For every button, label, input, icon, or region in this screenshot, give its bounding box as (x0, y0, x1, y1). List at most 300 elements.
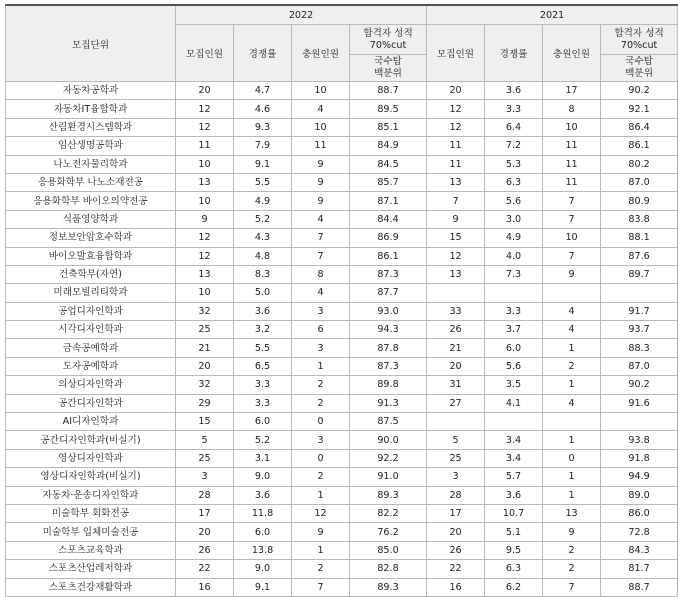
percentile-2022-cell: 87.1 (350, 192, 427, 210)
recruit-2022-cell: 32 (176, 376, 234, 394)
additional-2022-cell: 7 (292, 247, 350, 265)
additional-2022-cell: 2 (292, 468, 350, 486)
recruit-2021-cell: 20 (427, 357, 485, 375)
header-competition-2022: 경쟁률 (234, 25, 292, 82)
percentile-2021-cell: 88.3 (601, 339, 678, 357)
percentile-2022-cell: 87.3 (350, 357, 427, 375)
recruit-2021-cell: 26 (427, 541, 485, 559)
competition-2022-cell: 5.5 (234, 173, 292, 191)
percentile-2022-cell: 93.0 (350, 302, 427, 320)
recruit-2021-cell: 5 (427, 431, 485, 449)
recruit-2022-cell: 32 (176, 302, 234, 320)
recruit-2022-cell: 10 (176, 192, 234, 210)
percentile-2022-cell: 84.9 (350, 137, 427, 155)
competition-2021-cell: 6.3 (485, 173, 543, 191)
table-row (6, 118, 678, 136)
recruit-2022-cell: 25 (176, 449, 234, 467)
header-percentile-line2: 백분위 (625, 68, 653, 79)
percentile-2021-cell: 86.4 (601, 118, 678, 136)
additional-2022-cell: 3 (292, 339, 350, 357)
percentile-2021-cell: 83.8 (601, 210, 678, 228)
additional-2021-cell: 7 (543, 247, 601, 265)
competition-2022-cell: 3.6 (234, 302, 292, 320)
percentile-2021-cell: 91.7 (601, 302, 678, 320)
header-cut-line1: 합격자 성적 (363, 27, 413, 39)
competition-2021-cell: 4.9 (485, 229, 543, 247)
unit-name-cell: 영상디자인학과 (6, 449, 176, 467)
percentile-2021-cell: 90.2 (601, 82, 678, 100)
additional-2021-cell: 2 (543, 541, 601, 559)
unit-name-cell: 공간디자인학과(비실기) (6, 431, 176, 449)
recruit-2022-cell: 22 (176, 560, 234, 578)
recruit-2021-cell: 26 (427, 321, 485, 339)
table-row (6, 431, 678, 449)
percentile-2022-cell: 86.9 (350, 229, 427, 247)
competition-2022-cell: 11.8 (234, 504, 292, 522)
table-row (6, 504, 678, 522)
percentile-2021-cell: 81.7 (601, 560, 678, 578)
percentile-2022-cell: 86.1 (350, 247, 427, 265)
competition-2022-cell: 9.3 (234, 118, 292, 136)
additional-2022-cell: 7 (292, 578, 350, 596)
additional-2022-cell: 6 (292, 321, 350, 339)
percentile-2021-cell: 88.1 (601, 229, 678, 247)
competition-2022-cell: 6.0 (234, 523, 292, 541)
additional-2022-cell: 1 (292, 486, 350, 504)
table-row (6, 541, 678, 559)
additional-2022-cell: 12 (292, 504, 350, 522)
competition-2022-cell: 6.0 (234, 413, 292, 431)
unit-name-cell: 스포츠교육학과 (6, 541, 176, 559)
recruit-2021-cell: 9 (427, 210, 485, 228)
additional-2022-cell: 11 (292, 137, 350, 155)
percentile-2022-cell: 85.0 (350, 541, 427, 559)
additional-2021-cell: 1 (543, 376, 601, 394)
competition-2021-cell: 4.0 (485, 247, 543, 265)
percentile-2021-cell: 86.0 (601, 504, 678, 522)
additional-2022-cell: 4 (292, 210, 350, 228)
competition-2021-cell: 5.1 (485, 523, 543, 541)
competition-2022-cell: 5.5 (234, 339, 292, 357)
recruit-2022-cell: 10 (176, 284, 234, 302)
recruit-2021-cell: 12 (427, 118, 485, 136)
additional-2021-cell: 2 (543, 357, 601, 375)
header-percentile-2022 (350, 55, 427, 82)
table-row (6, 357, 678, 375)
percentile-2021-cell: 80.2 (601, 155, 678, 173)
recruit-2022-cell: 17 (176, 504, 234, 522)
competition-2022-cell: 13.8 (234, 541, 292, 559)
recruit-2021-cell: 21 (427, 339, 485, 357)
percentile-2022-cell: 85.1 (350, 118, 427, 136)
additional-2022-cell: 10 (292, 82, 350, 100)
recruit-2021-cell: 28 (427, 486, 485, 504)
recruit-2021-cell: 3 (427, 468, 485, 486)
percentile-2022-cell: 87.3 (350, 265, 427, 283)
competition-2021-cell (485, 413, 543, 431)
unit-name-cell: 정보보안암호수학과 (6, 229, 176, 247)
additional-2021-cell: 7 (543, 192, 601, 210)
header-year-2022: 2022 (176, 5, 427, 25)
header-unit: 모집단위 (6, 5, 176, 82)
table-row (6, 155, 678, 173)
unit-name-cell: AI디자인학과 (6, 413, 176, 431)
additional-2021-cell: 11 (543, 155, 601, 173)
recruit-2021-cell: 12 (427, 100, 485, 118)
additional-2021-cell: 1 (543, 468, 601, 486)
percentile-2021-cell: 94.9 (601, 468, 678, 486)
unit-name-cell: 시각디자인학과 (6, 321, 176, 339)
competition-2021-cell: 5.6 (485, 192, 543, 210)
additional-2021-cell: 7 (543, 210, 601, 228)
unit-name-cell: 자동차·운송디자인학과 (6, 486, 176, 504)
header-percentile-line2: 백분위 (374, 68, 402, 79)
percentile-2022-cell: 90.0 (350, 431, 427, 449)
header-recruit-2022: 모집인원 (176, 25, 234, 82)
recruit-2022-cell: 26 (176, 541, 234, 559)
additional-2022-cell: 9 (292, 155, 350, 173)
additional-2022-cell: 3 (292, 431, 350, 449)
percentile-2021-cell: 91.8 (601, 449, 678, 467)
table-row (6, 321, 678, 339)
additional-2021-cell: 4 (543, 302, 601, 320)
additional-2022-cell: 4 (292, 100, 350, 118)
recruit-2022-cell: 11 (176, 137, 234, 155)
admission-results-table (5, 4, 678, 597)
competition-2021-cell (485, 284, 543, 302)
recruit-2021-cell: 11 (427, 137, 485, 155)
unit-name-cell: 건축학부(자연) (6, 265, 176, 283)
competition-2022-cell: 5.2 (234, 210, 292, 228)
recruit-2022-cell: 12 (176, 229, 234, 247)
recruit-2022-cell: 20 (176, 357, 234, 375)
competition-2021-cell: 6.3 (485, 560, 543, 578)
additional-2022-cell: 9 (292, 523, 350, 541)
recruit-2022-cell: 13 (176, 173, 234, 191)
competition-2022-cell: 9.1 (234, 155, 292, 173)
table-row (6, 486, 678, 504)
percentile-2021-cell: 72.8 (601, 523, 678, 541)
header-year-2021: 2021 (427, 5, 678, 25)
table-row (6, 413, 678, 431)
table-row (6, 394, 678, 412)
additional-2021-cell: 1 (543, 431, 601, 449)
table-row (6, 523, 678, 541)
recruit-2021-cell: 20 (427, 82, 485, 100)
table-row (6, 560, 678, 578)
recruit-2021-cell: 16 (427, 578, 485, 596)
unit-name-cell: 공업디자인학과 (6, 302, 176, 320)
recruit-2022-cell: 21 (176, 339, 234, 357)
table-row (6, 302, 678, 320)
table-row (6, 247, 678, 265)
header-cut-line2: 70%cut (369, 39, 407, 51)
competition-2021-cell: 3.0 (485, 210, 543, 228)
competition-2022-cell: 9.0 (234, 560, 292, 578)
percentile-2021-cell: 80.9 (601, 192, 678, 210)
competition-2021-cell: 5.6 (485, 357, 543, 375)
percentile-2021-cell: 84.3 (601, 541, 678, 559)
competition-2022-cell: 9.0 (234, 468, 292, 486)
recruit-2022-cell: 5 (176, 431, 234, 449)
additional-2021-cell (543, 413, 601, 431)
percentile-2021-cell: 93.7 (601, 321, 678, 339)
unit-name-cell: 미술학부 입체미술전공 (6, 523, 176, 541)
recruit-2022-cell: 29 (176, 394, 234, 412)
percentile-2021-cell: 93.8 (601, 431, 678, 449)
additional-2022-cell: 9 (292, 192, 350, 210)
recruit-2021-cell: 13 (427, 265, 485, 283)
unit-name-cell: 금속공예학과 (6, 339, 176, 357)
additional-2022-cell: 1 (292, 357, 350, 375)
percentile-2022-cell: 87.5 (350, 413, 427, 431)
recruit-2021-cell: 22 (427, 560, 485, 578)
recruit-2022-cell: 25 (176, 321, 234, 339)
competition-2022-cell: 3.3 (234, 394, 292, 412)
percentile-2021-cell: 92.1 (601, 100, 678, 118)
table-row (6, 100, 678, 118)
header-competition-2021: 경쟁률 (485, 25, 543, 82)
percentile-2021-cell: 90.2 (601, 376, 678, 394)
percentile-2022-cell: 82.2 (350, 504, 427, 522)
competition-2021-cell: 5.7 (485, 468, 543, 486)
recruit-2021-cell: 33 (427, 302, 485, 320)
additional-2022-cell: 2 (292, 376, 350, 394)
percentile-2022-cell: 84.5 (350, 155, 427, 173)
recruit-2021-cell: 17 (427, 504, 485, 522)
additional-2021-cell: 4 (543, 321, 601, 339)
table-row (6, 376, 678, 394)
recruit-2022-cell: 16 (176, 578, 234, 596)
competition-2021-cell: 3.4 (485, 449, 543, 467)
additional-2021-cell: 11 (543, 173, 601, 191)
unit-name-cell: 나노전자물리학과 (6, 155, 176, 173)
competition-2022-cell: 6.5 (234, 357, 292, 375)
percentile-2021-cell: 86.1 (601, 137, 678, 155)
table-row (6, 82, 678, 100)
percentile-2022-cell: 91.0 (350, 468, 427, 486)
recruit-2021-cell: 12 (427, 247, 485, 265)
competition-2022-cell: 3.6 (234, 486, 292, 504)
recruit-2022-cell: 9 (176, 210, 234, 228)
header-additional-2021: 충원인원 (543, 25, 601, 82)
recruit-2022-cell: 12 (176, 100, 234, 118)
header-cut-2021 (601, 25, 678, 55)
competition-2021-cell: 10.7 (485, 504, 543, 522)
additional-2021-cell: 17 (543, 82, 601, 100)
table-row (6, 265, 678, 283)
header-percentile-2021 (601, 55, 678, 82)
additional-2022-cell: 0 (292, 413, 350, 431)
header-percentile-line1: 국수탐 (374, 56, 402, 67)
additional-2022-cell: 2 (292, 394, 350, 412)
unit-name-cell: 자동차공학과 (6, 82, 176, 100)
additional-2021-cell: 1 (543, 339, 601, 357)
competition-2022-cell: 9.1 (234, 578, 292, 596)
competition-2022-cell: 3.3 (234, 376, 292, 394)
additional-2022-cell: 7 (292, 229, 350, 247)
additional-2021-cell: 9 (543, 265, 601, 283)
percentile-2021-cell: 88.7 (601, 578, 678, 596)
recruit-2021-cell: 27 (427, 394, 485, 412)
header-percentile-line1: 국수탐 (625, 56, 653, 67)
table-row (6, 173, 678, 191)
competition-2021-cell: 3.4 (485, 431, 543, 449)
percentile-2022-cell: 92.2 (350, 449, 427, 467)
percentile-2021-cell: 91.6 (601, 394, 678, 412)
additional-2022-cell: 8 (292, 265, 350, 283)
unit-name-cell: 의상디자인학과 (6, 376, 176, 394)
recruit-2021-cell: 20 (427, 523, 485, 541)
recruit-2021-cell: 31 (427, 376, 485, 394)
unit-name-cell: 영상디자인학과(비실기) (6, 468, 176, 486)
percentile-2021-cell: 87.6 (601, 247, 678, 265)
recruit-2022-cell: 15 (176, 413, 234, 431)
recruit-2022-cell: 20 (176, 82, 234, 100)
percentile-2021-cell (601, 284, 678, 302)
admission-results-table-container (5, 4, 664, 597)
table-row (6, 449, 678, 467)
table-row (6, 578, 678, 596)
additional-2022-cell: 0 (292, 449, 350, 467)
recruit-2021-cell (427, 284, 485, 302)
competition-2022-cell: 5.0 (234, 284, 292, 302)
additional-2021-cell: 13 (543, 504, 601, 522)
percentile-2021-cell: 89.0 (601, 486, 678, 504)
additional-2021-cell (543, 284, 601, 302)
competition-2022-cell: 3.1 (234, 449, 292, 467)
unit-name-cell: 도자공예학과 (6, 357, 176, 375)
additional-2022-cell: 9 (292, 173, 350, 191)
percentile-2022-cell: 91.3 (350, 394, 427, 412)
competition-2022-cell: 4.8 (234, 247, 292, 265)
percentile-2022-cell: 89.5 (350, 100, 427, 118)
competition-2022-cell: 5.2 (234, 431, 292, 449)
competition-2022-cell: 7.9 (234, 137, 292, 155)
recruit-2022-cell: 12 (176, 118, 234, 136)
table-row (6, 137, 678, 155)
additional-2021-cell: 8 (543, 100, 601, 118)
additional-2022-cell: 2 (292, 560, 350, 578)
competition-2021-cell: 9.5 (485, 541, 543, 559)
additional-2022-cell: 1 (292, 541, 350, 559)
competition-2021-cell: 4.1 (485, 394, 543, 412)
percentile-2021-cell (601, 413, 678, 431)
unit-name-cell: 미래모빌리티학과 (6, 284, 176, 302)
header-cut-line1: 합격자 성적 (614, 27, 664, 39)
additional-2021-cell: 10 (543, 229, 601, 247)
header-cut-2022 (350, 25, 427, 55)
competition-2021-cell: 6.0 (485, 339, 543, 357)
percentile-2022-cell: 88.7 (350, 82, 427, 100)
unit-name-cell: 임산생명공학과 (6, 137, 176, 155)
additional-2022-cell: 3 (292, 302, 350, 320)
percentile-2022-cell: 87.8 (350, 339, 427, 357)
additional-2021-cell: 1 (543, 486, 601, 504)
additional-2021-cell: 0 (543, 449, 601, 467)
recruit-2022-cell: 20 (176, 523, 234, 541)
competition-2021-cell: 3.5 (485, 376, 543, 394)
percentile-2022-cell: 89.8 (350, 376, 427, 394)
competition-2021-cell: 6.2 (485, 578, 543, 596)
recruit-2022-cell: 12 (176, 247, 234, 265)
table-row (6, 210, 678, 228)
additional-2021-cell: 4 (543, 394, 601, 412)
competition-2021-cell: 3.7 (485, 321, 543, 339)
table-row (6, 339, 678, 357)
recruit-2021-cell: 11 (427, 155, 485, 173)
percentile-2022-cell: 89.3 (350, 486, 427, 504)
recruit-2021-cell: 7 (427, 192, 485, 210)
competition-2022-cell: 8.3 (234, 265, 292, 283)
recruit-2022-cell: 10 (176, 155, 234, 173)
percentile-2022-cell: 85.7 (350, 173, 427, 191)
competition-2022-cell: 4.6 (234, 100, 292, 118)
recruit-2021-cell: 13 (427, 173, 485, 191)
additional-2021-cell: 2 (543, 560, 601, 578)
unit-name-cell: 응용화학부 바이오의약전공 (6, 192, 176, 210)
additional-2022-cell: 4 (292, 284, 350, 302)
unit-name-cell: 산림환경시스템학과 (6, 118, 176, 136)
recruit-2021-cell: 25 (427, 449, 485, 467)
unit-name-cell: 바이오발효융합학과 (6, 247, 176, 265)
recruit-2022-cell: 3 (176, 468, 234, 486)
unit-name-cell: 응용화학부 나노소재전공 (6, 173, 176, 191)
competition-2021-cell: 5.3 (485, 155, 543, 173)
header-recruit-2021: 모집인원 (427, 25, 485, 82)
additional-2021-cell: 11 (543, 137, 601, 155)
header-additional-2022: 충원인원 (292, 25, 350, 82)
competition-2022-cell: 4.9 (234, 192, 292, 210)
additional-2021-cell: 10 (543, 118, 601, 136)
percentile-2021-cell: 89.7 (601, 265, 678, 283)
additional-2021-cell: 7 (543, 578, 601, 596)
percentile-2022-cell: 84.4 (350, 210, 427, 228)
competition-2021-cell: 7.2 (485, 137, 543, 155)
competition-2021-cell: 3.3 (485, 100, 543, 118)
header-cut-line2: 70%cut (620, 39, 658, 51)
competition-2021-cell: 3.3 (485, 302, 543, 320)
percentile-2021-cell: 87.0 (601, 173, 678, 191)
percentile-2022-cell: 89.3 (350, 578, 427, 596)
table-row (6, 192, 678, 210)
competition-2021-cell: 7.3 (485, 265, 543, 283)
recruit-2021-cell: 15 (427, 229, 485, 247)
competition-2022-cell: 4.7 (234, 82, 292, 100)
percentile-2022-cell: 76.2 (350, 523, 427, 541)
additional-2021-cell: 9 (543, 523, 601, 541)
recruit-2021-cell (427, 413, 485, 431)
recruit-2022-cell: 28 (176, 486, 234, 504)
unit-name-cell: 자동차IT융합학과 (6, 100, 176, 118)
competition-2021-cell: 6.4 (485, 118, 543, 136)
unit-name-cell: 스포츠건강재활학과 (6, 578, 176, 596)
table-body (6, 82, 678, 597)
competition-2021-cell: 3.6 (485, 82, 543, 100)
unit-name-cell: 식품영양학과 (6, 210, 176, 228)
unit-name-cell: 공간디자인학과 (6, 394, 176, 412)
percentile-2022-cell: 94.3 (350, 321, 427, 339)
table-row (6, 284, 678, 302)
additional-2022-cell: 10 (292, 118, 350, 136)
table-row (6, 468, 678, 486)
table-row (6, 229, 678, 247)
percentile-2022-cell: 82.8 (350, 560, 427, 578)
unit-name-cell: 스포츠산업레저학과 (6, 560, 176, 578)
recruit-2022-cell: 13 (176, 265, 234, 283)
competition-2022-cell: 4.3 (234, 229, 292, 247)
unit-name-cell: 미술학부 회화전공 (6, 504, 176, 522)
